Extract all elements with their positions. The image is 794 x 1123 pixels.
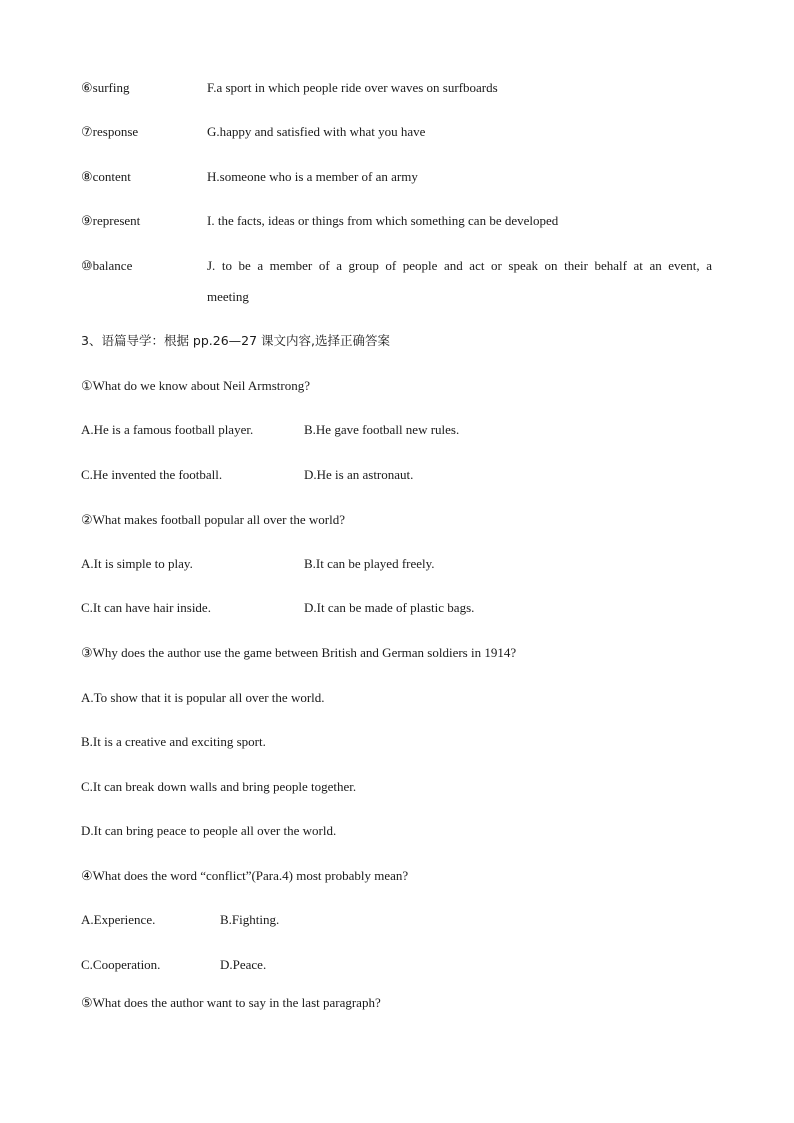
option-c: C.He invented the football.: [81, 467, 223, 482]
option-b: B.He gave football new rules.: [304, 422, 460, 437]
vocab-definition: I. the facts, ideas or things from which something can be developed: [207, 213, 559, 228]
vocab-term: ⑨represent: [81, 213, 141, 228]
section-heading: 3、语篇导学：根据 pp.26—27 课文内容,选择正确答案: [81, 333, 391, 348]
question-text: ④What does the word “conflict”(Para.4) most probably mean?: [81, 868, 409, 883]
option-c: C.It can break down walls and bring people together.: [81, 779, 357, 794]
vocab-term: ⑩balance: [81, 258, 133, 273]
vocab-term: ⑧content: [81, 169, 131, 184]
vocab-term: ⑥surfing: [81, 80, 130, 95]
vocab-definition: F.a sport in which people ride over waves on surfboards: [207, 80, 498, 95]
vocab-term: ⑦response: [81, 124, 139, 139]
option-c: C.It can have hair inside.: [81, 600, 211, 615]
option-d: D.It can bring peace to people all over the world.: [81, 823, 337, 838]
option-a: A.To show that it is popular all over the world.: [81, 690, 325, 705]
option-d: D.It can be made of plastic bags.: [304, 600, 475, 615]
question-text: ③Why does the author use the game between British and German soldiers in 1914?: [81, 645, 517, 660]
option-a: A.Experience.: [81, 912, 156, 927]
option-d: D.Peace.: [220, 957, 267, 972]
option-b: B.Fighting.: [220, 912, 280, 927]
question-text: ⑤What does the author want to say in the last paragraph?: [81, 995, 381, 1010]
question-text: ②What makes football popular all over the world?: [81, 512, 345, 527]
question-text: ①What do we know about Neil Armstrong?: [81, 378, 310, 393]
option-c: C.Cooperation.: [81, 957, 161, 972]
option-a: A.He is a famous football player.: [81, 422, 254, 437]
option-a: A.It is simple to play.: [81, 556, 193, 571]
vocab-definition: G.happy and satisfied with what you have: [207, 124, 426, 139]
vocab-definition-continued: meeting: [207, 289, 249, 304]
vocab-definition: H.someone who is a member of an army: [207, 169, 418, 184]
vocab-definition: J. to be a member of a group of people and act or speak on their behalf at an event, a: [207, 258, 712, 273]
option-b: B.It is a creative and exciting sport.: [81, 734, 266, 749]
option-d: D.He is an astronaut.: [304, 467, 414, 482]
option-b: B.It can be played freely.: [304, 556, 435, 571]
